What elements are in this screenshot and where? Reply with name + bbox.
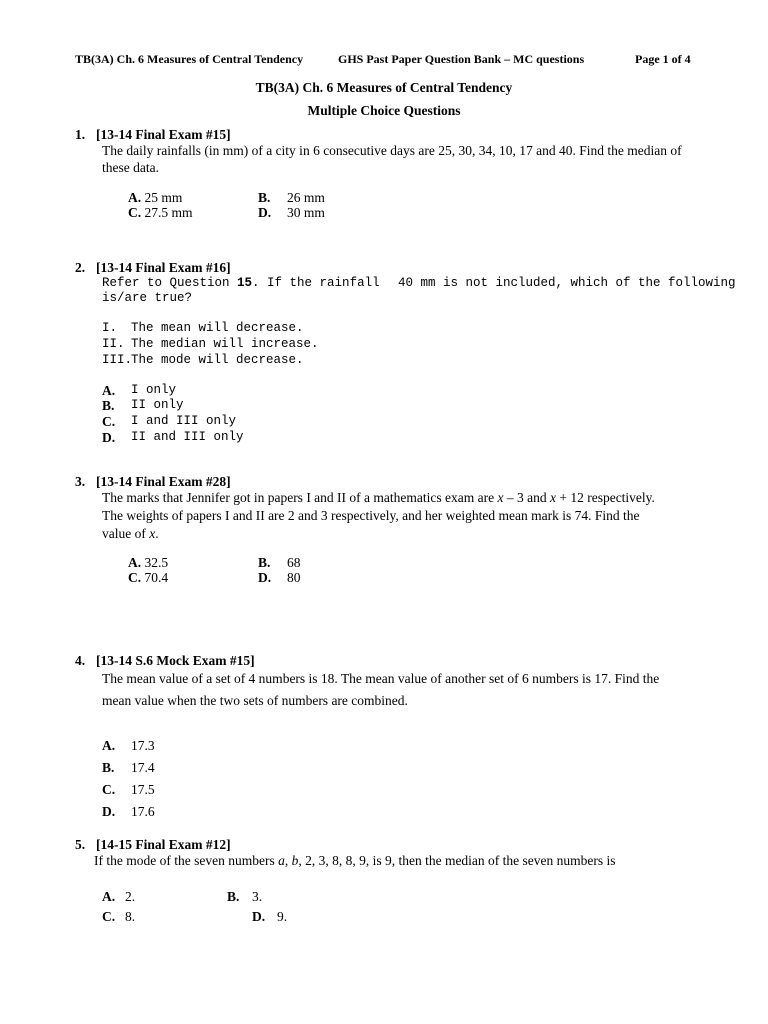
question-number: 1.	[75, 127, 86, 142]
option-b-text: II only	[131, 398, 184, 412]
option-c: C.	[102, 909, 116, 924]
option-b-text: 26 mm	[287, 190, 325, 205]
question-source: [13-14 Final Exam #28]	[96, 474, 231, 489]
question-source: [13-14 S.6 Mock Exam #15]	[96, 653, 255, 668]
statement-label: III.	[102, 353, 133, 367]
option-d: D.	[258, 205, 272, 220]
option-a-text: 2.	[125, 889, 136, 904]
question-text: The mean value of a set of 4 numbers is 18. The mean value of another set of 6 numbers is 17. Find the	[102, 671, 660, 686]
option-d: D.	[258, 570, 272, 585]
statement-label: I.	[102, 321, 118, 335]
question-text: value of x.	[102, 526, 159, 541]
question-text: Refer to Question 15. If the rainfall	[102, 276, 380, 290]
question-source: [13-14 Final Exam #16]	[96, 260, 231, 275]
option-a-text: 17.3	[131, 738, 155, 753]
statement-text: The mean will decrease.	[131, 321, 304, 335]
option-a: A. 25 mm	[128, 190, 183, 205]
option-d: D.	[102, 430, 116, 445]
question-text: The marks that Jennifer got in papers I and II of a mathematics exam are x – 3 and x + 12 respectively.	[102, 490, 655, 505]
option-b: B.	[102, 398, 115, 413]
question-number: 4.	[75, 653, 86, 668]
statement-text: The mode will decrease.	[131, 353, 304, 367]
question-text: The daily rainfalls (in mm) of a city in 6 consecutive days are 25, 30, 34, 10, 17 and 40. Find the median of	[102, 143, 682, 158]
header-left: TB(3A) Ch. 6 Measures of Central Tendency	[75, 52, 304, 66]
option-b-text: 3.	[252, 889, 263, 904]
question-number: 5.	[75, 837, 86, 852]
option-c: C. 27.5 mm	[128, 205, 193, 220]
question-number: 2.	[75, 260, 86, 275]
option-c: C.	[102, 414, 116, 429]
header-center: GHS Past Paper Question Bank – MC questions	[338, 52, 585, 66]
option-a: A.	[102, 889, 116, 904]
option-d-text: 30 mm	[287, 205, 325, 220]
option-d-text: 80	[287, 570, 301, 585]
option-b-text: 68	[287, 555, 301, 570]
question-text-continued: 40 mm is not included, which of the following	[398, 276, 736, 290]
option-c-text: I and III only	[131, 414, 237, 428]
option-b: B.	[258, 555, 271, 570]
option-d-text: 9.	[277, 909, 288, 924]
option-a-text: I only	[131, 383, 177, 397]
question-text: mean value when the two sets of numbers are combined.	[102, 693, 408, 708]
question-text: is/are true?	[102, 291, 193, 305]
option-d-text: II and III only	[131, 430, 244, 444]
doc-title: TB(3A) Ch. 6 Measures of Central Tendency	[255, 80, 513, 95]
question-number: 3.	[75, 474, 86, 489]
question-source: [13-14 Final Exam #15]	[96, 127, 231, 142]
statement-label: II.	[102, 337, 125, 351]
option-c-text: 17.5	[131, 782, 155, 797]
header-page-number: Page 1 of 4	[635, 52, 691, 66]
option-b: B.	[102, 760, 115, 775]
option-b: B.	[258, 190, 271, 205]
question-source: [14-15 Final Exam #12]	[96, 837, 231, 852]
option-a: A.	[102, 383, 116, 398]
option-d-text: 17.6	[131, 804, 155, 819]
option-b: B.	[227, 889, 240, 904]
option-d: D.	[252, 909, 266, 924]
option-b-text: 17.4	[131, 760, 155, 775]
question-text: If the mode of the seven numbers a, b, 2, 3, 8, 8, 9, is 9, then the median of the seven numbers is	[94, 853, 616, 868]
doc-subtitle: Multiple Choice Questions	[307, 103, 461, 118]
option-a: A.	[102, 738, 116, 753]
question-text: these data.	[102, 160, 159, 175]
option-c: C. 70.4	[128, 570, 169, 585]
option-a: A. 32.5	[128, 555, 169, 570]
question-text: The weights of papers I and II are 2 and 3 respectively, and her weighted mean mark is 74. Find the	[102, 508, 640, 523]
option-d: D.	[102, 804, 116, 819]
option-c: C.	[102, 782, 116, 797]
statement-text: The median will increase.	[131, 337, 319, 351]
option-c-text: 8.	[125, 909, 136, 924]
